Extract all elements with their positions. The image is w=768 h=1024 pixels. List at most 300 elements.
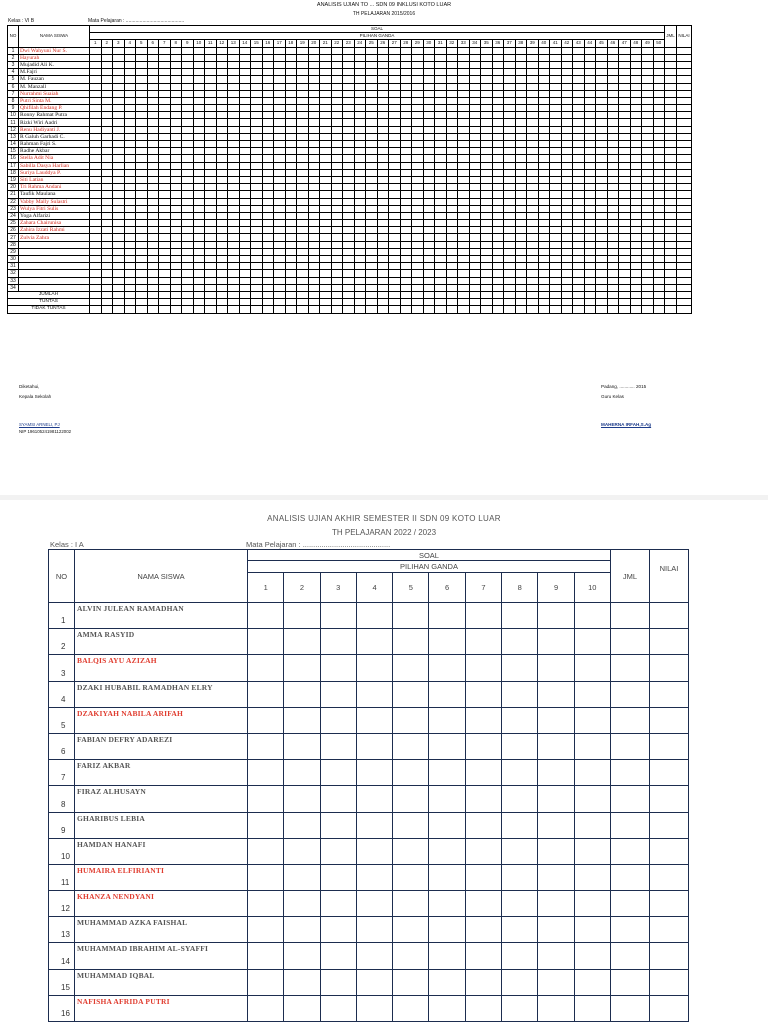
score-cell [677,248,692,255]
student-name: Mujadid Ali K. [19,61,90,68]
score-cell [393,629,429,655]
score-cell [538,943,574,969]
score-cell [90,141,102,148]
score-cell [248,681,284,707]
score-cell [573,141,585,148]
score-cell [228,263,240,270]
score-cell [205,191,217,198]
score-cell [469,133,481,140]
score-cell [262,241,274,248]
score-cell [228,284,240,291]
student-number: 31 [8,263,19,270]
score-cell [239,227,251,234]
score-cell [630,76,642,83]
score-cell [124,306,136,313]
score-cell [343,256,355,263]
score-cell [308,61,320,68]
score-cell [285,169,297,176]
table-row [8,141,692,148]
score-cell [377,176,389,183]
table-row [49,995,689,1021]
score-cell [435,54,447,61]
score-cell [469,169,481,176]
score-cell [584,169,596,176]
table-row [8,119,692,126]
score-cell [331,155,343,162]
score-cell [642,277,654,284]
score-cell [458,256,470,263]
score-cell [538,83,550,90]
score-cell [285,47,297,54]
student-number: 13 [8,133,19,140]
score-cell [677,299,692,306]
score-cell [147,227,159,234]
score-cell [170,105,182,112]
score-cell [665,256,677,263]
score-cell [538,176,550,183]
score-cell [446,112,458,119]
score-cell [101,47,113,54]
score-cell [101,248,113,255]
score-cell [423,241,435,248]
score-cell [205,184,217,191]
score-cell [124,76,136,83]
score-cell [630,90,642,97]
score-cell [147,162,159,169]
score-cell [561,227,573,234]
score-cell [248,995,284,1021]
score-cell [182,299,194,306]
score-cell [356,812,392,838]
score-cell [515,169,527,176]
score-cell [320,148,332,155]
score-cell [113,212,125,219]
score-cell [297,205,309,212]
score-cell [377,227,389,234]
score-cell [239,176,251,183]
score-cell [228,205,240,212]
student-name: Ronny Rahmat Putra [19,112,90,119]
score-cell [596,284,608,291]
student-name: FARIZ AKBAR [75,760,248,786]
score-cell [400,263,412,270]
score-cell [446,198,458,205]
score-cell [400,248,412,255]
score-cell [354,162,366,169]
score-cell [113,198,125,205]
score-cell [619,191,631,198]
score-cell [136,263,148,270]
score-cell [446,61,458,68]
score-cell [308,76,320,83]
score-cell [274,198,286,205]
score-cell [285,198,297,205]
score-cell [136,61,148,68]
score-cell [619,220,631,227]
score-cell [205,47,217,54]
score-cell [216,133,228,140]
score-cell [492,291,504,298]
score-cell [182,54,194,61]
score-cell [113,234,125,241]
score-cell [297,47,309,54]
score-cell [366,284,378,291]
student-number: 2 [8,54,19,61]
score-cell [619,291,631,298]
score-cell [284,812,320,838]
score-cell [630,227,642,234]
score-cell [147,234,159,241]
score-cell [481,61,493,68]
score-cell [239,184,251,191]
table-row [8,162,692,169]
score-cell [377,198,389,205]
score-cell [377,105,389,112]
score-cell [113,141,125,148]
score-cell [90,105,102,112]
score-cell [630,176,642,183]
score-cell [423,112,435,119]
score-cell [147,212,159,219]
score-cell [481,263,493,270]
score-cell [320,112,332,119]
score-cell [251,141,263,148]
score-cell [550,90,562,97]
score-cell [649,629,688,655]
score-cell [515,54,527,61]
score-cell [101,169,113,176]
score-cell [297,69,309,76]
score-cell [193,306,205,313]
score-cell [550,227,562,234]
score-cell [262,76,274,83]
score-cell [308,277,320,284]
score-cell [400,61,412,68]
score-cell [584,176,596,183]
score-cell [331,69,343,76]
score-cell [393,733,429,759]
score-cell [561,270,573,277]
score-cell [90,97,102,104]
score-cell [101,241,113,248]
score-cell [653,47,665,54]
score-cell [262,191,274,198]
score-cell [193,220,205,227]
score-cell [584,284,596,291]
score-cell [331,176,343,183]
score-cell [429,995,465,1021]
score-cell [251,97,263,104]
score-cell [573,69,585,76]
score-cell [481,234,493,241]
score-cell [101,277,113,284]
score-cell [251,76,263,83]
score-cell [216,97,228,104]
score-cell [320,786,356,812]
score-cell [251,105,263,112]
score-cell [458,227,470,234]
score-cell [492,198,504,205]
score-cell [677,284,692,291]
score-cell [354,47,366,54]
student-number: 2 [49,629,75,655]
score-cell [642,284,654,291]
score-cell [458,248,470,255]
student-number: 11 [49,864,75,890]
score-cell [642,270,654,277]
score-cell [423,83,435,90]
score-cell [642,54,654,61]
score-cell [446,133,458,140]
score-cell [619,141,631,148]
score-cell [113,220,125,227]
score-cell [653,263,665,270]
score-cell [377,76,389,83]
score-cell [423,141,435,148]
score-cell [561,306,573,313]
page2-kelas: Kelas : I A [50,540,84,549]
score-cell [320,943,356,969]
score-cell [653,61,665,68]
score-cell [182,234,194,241]
score-cell [331,54,343,61]
score-cell [423,205,435,212]
score-cell [193,112,205,119]
table-row [8,263,692,270]
score-cell [584,191,596,198]
question-number: 30 [423,40,435,47]
score-cell [619,112,631,119]
score-cell [216,205,228,212]
question-number: 41 [550,40,562,47]
score-cell [642,256,654,263]
student-number: 12 [49,891,75,917]
score-cell [124,220,136,227]
score-cell [515,162,527,169]
score-cell [354,90,366,97]
score-cell [573,270,585,277]
score-cell [320,105,332,112]
score-cell [677,76,692,83]
score-cell [90,176,102,183]
score-cell [320,169,332,176]
score-cell [182,212,194,219]
score-cell [446,248,458,255]
student-number: 1 [8,47,19,54]
score-cell [354,97,366,104]
score-cell [366,220,378,227]
score-cell [412,83,424,90]
score-cell [550,277,562,284]
score-cell [331,141,343,148]
score-cell [429,760,465,786]
score-cell [216,191,228,198]
score-cell [435,162,447,169]
score-cell [113,126,125,133]
score-cell [274,212,286,219]
score-cell [239,284,251,291]
score-cell [285,76,297,83]
score-cell [193,76,205,83]
score-cell [377,83,389,90]
score-cell [527,227,539,234]
score-cell [262,176,274,183]
score-cell [649,760,688,786]
score-cell [596,191,608,198]
score-cell [193,133,205,140]
score-cell [665,112,677,119]
score-cell [515,176,527,183]
score-cell [515,220,527,227]
score-cell [285,248,297,255]
score-cell [446,105,458,112]
score-cell [193,299,205,306]
score-cell [515,97,527,104]
score-cell [147,90,159,97]
table-row [8,69,692,76]
score-cell [248,707,284,733]
score-cell [285,291,297,298]
score-cell [205,176,217,183]
score-cell [216,284,228,291]
score-cell [435,227,447,234]
score-cell [550,256,562,263]
score-cell [159,198,171,205]
score-cell [653,97,665,104]
score-cell [412,248,424,255]
score-cell [596,234,608,241]
score-cell [308,306,320,313]
score-cell [239,83,251,90]
score-cell [147,155,159,162]
score-cell [610,786,649,812]
score-cell [377,61,389,68]
score-cell [159,69,171,76]
score-cell [423,227,435,234]
score-cell [423,133,435,140]
score-cell [343,105,355,112]
score-cell [630,112,642,119]
score-cell [515,248,527,255]
score-cell [400,191,412,198]
score-cell [251,191,263,198]
score-cell [262,227,274,234]
score-cell [274,220,286,227]
score-cell [481,227,493,234]
score-cell [216,61,228,68]
score-cell [320,176,332,183]
score-cell [182,61,194,68]
score-cell [343,126,355,133]
score-cell [619,54,631,61]
score-cell [665,141,677,148]
score-cell [465,733,501,759]
score-cell [205,212,217,219]
score-cell [412,291,424,298]
score-cell [320,306,332,313]
score-cell [356,864,392,890]
score-cell [538,205,550,212]
score-cell [502,655,538,681]
question-number: 6 [429,573,465,603]
student-name [19,284,90,291]
score-cell [182,291,194,298]
score-cell [228,76,240,83]
student-number: 33 [8,277,19,284]
score-cell [642,169,654,176]
page1-kepsek-nip: NIP 196105241981122002 [19,429,72,434]
score-cell [90,76,102,83]
score-cell [251,184,263,191]
score-cell [469,241,481,248]
score-cell [481,148,493,155]
score-cell [389,54,401,61]
score-cell [320,184,332,191]
score-cell [113,284,125,291]
score-cell [356,969,392,995]
score-cell [262,90,274,97]
score-cell [492,205,504,212]
student-number: 8 [49,786,75,812]
score-cell [515,205,527,212]
score-cell [400,141,412,148]
score-cell [584,126,596,133]
score-cell [561,112,573,119]
score-cell [573,126,585,133]
score-cell [262,306,274,313]
score-cell [262,169,274,176]
score-cell [124,270,136,277]
score-cell [515,284,527,291]
score-cell [136,256,148,263]
score-cell [113,270,125,277]
score-cell [561,176,573,183]
score-cell [228,155,240,162]
score-cell [481,47,493,54]
score-cell [630,277,642,284]
header-soal: SOAL [248,550,611,561]
score-cell [677,162,692,169]
score-cell [366,198,378,205]
score-cell [377,205,389,212]
score-cell [285,61,297,68]
score-cell [423,256,435,263]
score-cell [550,270,562,277]
score-cell [665,191,677,198]
score-cell [170,306,182,313]
score-cell [515,198,527,205]
score-cell [393,891,429,917]
score-cell [216,234,228,241]
score-cell [285,162,297,169]
score-cell [515,69,527,76]
score-cell [228,277,240,284]
score-cell [550,97,562,104]
score-cell [90,112,102,119]
score-cell [550,263,562,270]
score-cell [446,191,458,198]
score-cell [331,220,343,227]
page1-place-date: Padang, ............ 2015 [601,384,647,389]
score-cell [320,97,332,104]
score-cell [573,256,585,263]
score-cell [193,169,205,176]
score-cell [412,191,424,198]
score-cell [630,234,642,241]
score-cell [458,162,470,169]
score-cell [665,61,677,68]
score-cell [607,105,619,112]
